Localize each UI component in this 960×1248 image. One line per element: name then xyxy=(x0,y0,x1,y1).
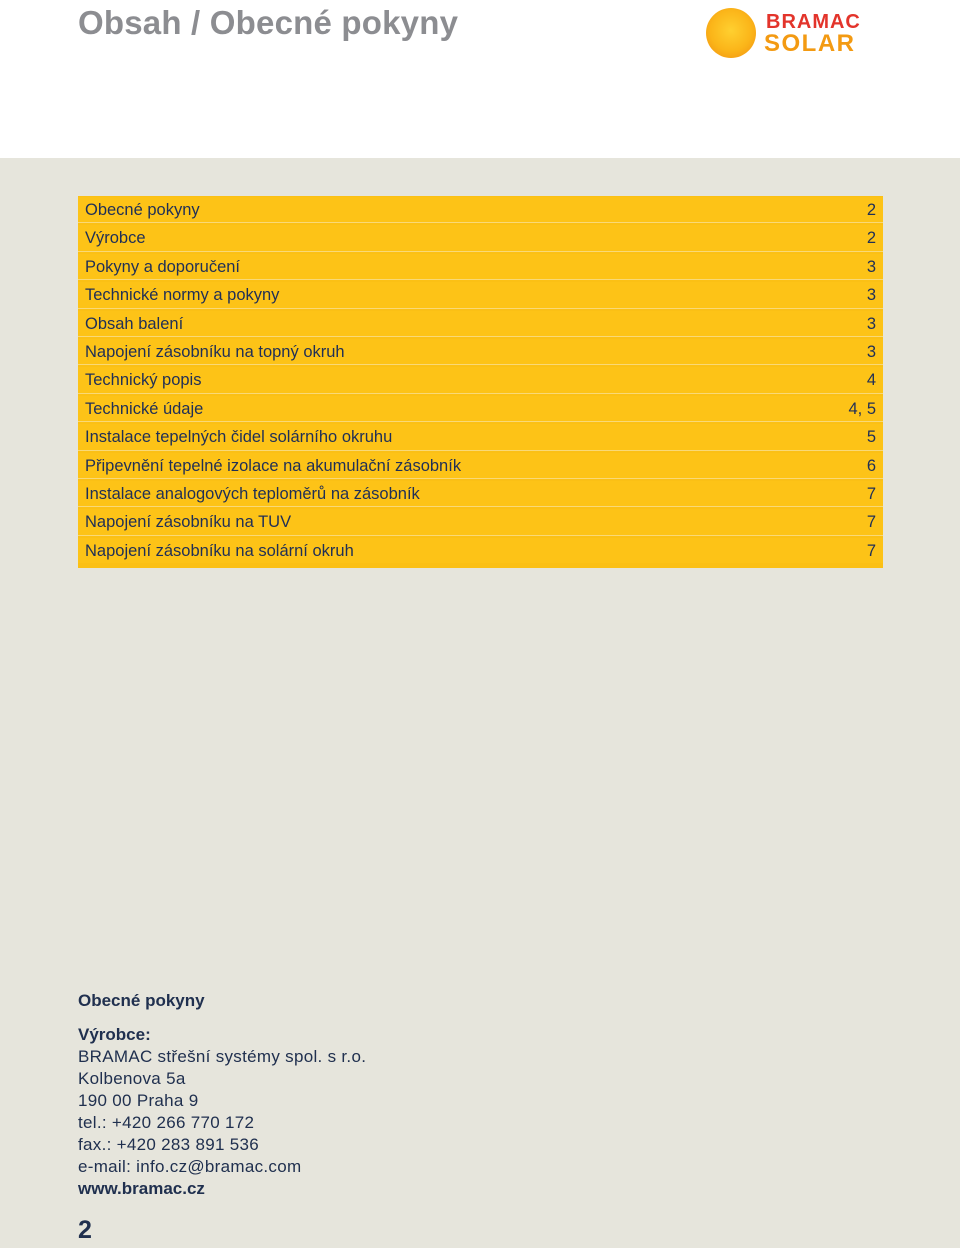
toc-row[interactable] xyxy=(78,538,883,563)
toc-page: 3 xyxy=(866,342,876,361)
email-link[interactable]: e-mail: info.cz@bramac.com xyxy=(78,1157,302,1176)
toc-label: Výrobce xyxy=(85,229,146,248)
toc-page: 4, 5 xyxy=(848,399,876,418)
toc-page: 6 xyxy=(866,456,876,475)
toc-row[interactable] xyxy=(78,225,883,251)
toc-page: 2 xyxy=(866,229,876,248)
toc-page: 3 xyxy=(866,257,876,276)
logo-text-solar: SOLAR xyxy=(764,30,856,57)
toc-label: Obsah balení xyxy=(85,314,184,333)
toc-row[interactable] xyxy=(78,197,883,223)
toc-label: Připevnění tepelné izolace na akumulační zásobník xyxy=(85,456,462,475)
toc-row[interactable] xyxy=(78,453,883,479)
toc-row[interactable] xyxy=(78,339,883,365)
toc-label: Instalace tepelných čidel solárního okruhu xyxy=(85,428,393,447)
bramac-solar-logo xyxy=(706,8,886,60)
company-name: BRAMAC střešní systémy spol. s r.o. xyxy=(78,1047,367,1066)
phone-number: tel.: +420 266 770 172 xyxy=(78,1113,255,1132)
street-address: Kolbenova 5a xyxy=(78,1069,186,1088)
fax-number: fax.: +420 283 891 536 xyxy=(78,1135,259,1154)
city-address: 190 00 Praha 9 xyxy=(78,1091,199,1110)
toc-label: Technický popis xyxy=(85,371,202,390)
toc-page: 4 xyxy=(866,371,876,390)
toc-label: Instalace analogových teploměrů na zásobník xyxy=(85,484,420,503)
toc-page: 5 xyxy=(866,428,876,447)
toc-label: Technické údaje xyxy=(85,399,204,418)
toc-row[interactable] xyxy=(78,367,883,393)
toc-page: 7 xyxy=(866,484,876,503)
page-title: Obsah / Obecné pokyny xyxy=(78,4,459,41)
section-title: Obecné pokyny xyxy=(78,991,205,1010)
toc-label: Obecné pokyny xyxy=(85,201,200,219)
toc-page: 7 xyxy=(866,513,876,532)
manufacturer-info xyxy=(78,990,578,1200)
sun-logo-icon xyxy=(706,8,756,58)
toc-label: Technické normy a pokyny xyxy=(85,286,280,305)
toc-page: 2 xyxy=(866,201,876,219)
toc-row[interactable] xyxy=(78,311,883,337)
toc-row[interactable] xyxy=(78,424,883,450)
logo-text-bramac: BRAMAC xyxy=(766,11,861,33)
manufacturer-title: Výrobce: xyxy=(78,1025,151,1044)
toc-row[interactable] xyxy=(78,396,883,422)
toc-page: 7 xyxy=(866,541,876,560)
page-header xyxy=(0,0,960,158)
page-number: 2 xyxy=(78,1216,92,1244)
toc-row[interactable] xyxy=(78,254,883,280)
toc-label: Napojení zásobníku na topný okruh xyxy=(85,342,345,361)
toc-row[interactable] xyxy=(78,509,883,535)
toc-label: Pokyny a doporučení xyxy=(85,257,241,276)
website-link[interactable]: www.bramac.cz xyxy=(78,1179,205,1198)
table-of-contents xyxy=(78,196,883,568)
toc-row[interactable] xyxy=(78,481,883,507)
toc-page: 3 xyxy=(866,314,876,333)
toc-label: Napojení zásobníku na TUV xyxy=(85,513,292,532)
toc-label: Napojení zásobníku na solární okruh xyxy=(85,541,354,560)
toc-page: 3 xyxy=(866,286,876,305)
toc-row[interactable] xyxy=(78,282,883,308)
